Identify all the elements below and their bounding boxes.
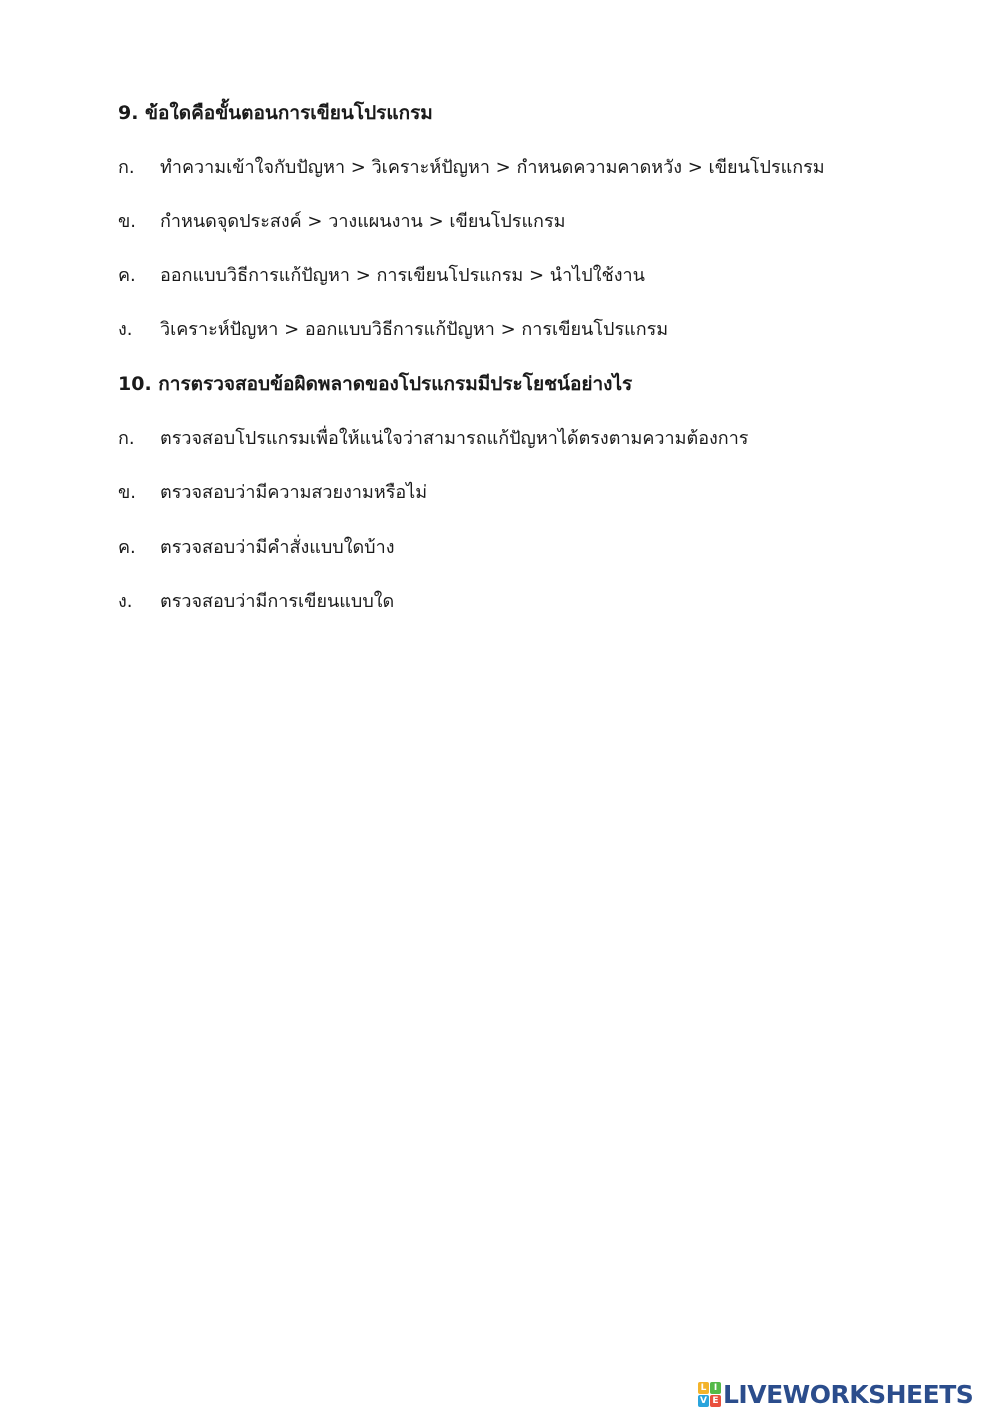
question-9-option-a[interactable] [118, 154, 825, 182]
logo-mark-icon [698, 1382, 721, 1407]
logo-mark-letter: I [710, 1382, 721, 1394]
logo-mark-letter: E [710, 1395, 721, 1407]
question-9-option-c[interactable] [118, 262, 645, 290]
option-letter: ข. [118, 482, 137, 503]
logo-text: LIVEWORKSHEETS [723, 1379, 974, 1409]
question-9-option-d[interactable] [118, 316, 668, 344]
logo-mark-letter: V [698, 1395, 709, 1407]
option-text: ตรวจสอบว่ามีการเขียนแบบใด [160, 591, 395, 612]
liveworksheets-logo [698, 1379, 973, 1409]
option-text: ตรวจสอบว่ามีความสวยงามหรือไม่ [160, 482, 428, 503]
option-letter: ง. [118, 319, 133, 340]
option-letter: ก. [118, 157, 135, 178]
option-text: ตรวจสอบโปรแกรมเพื่อให้แน่ใจว่าสามารถแก้ปัญหาได้ตรงตามความต้องการ [160, 428, 749, 449]
option-letter: ก. [118, 428, 135, 449]
option-letter: ค. [118, 265, 136, 286]
question-10-option-a[interactable] [118, 425, 748, 453]
question-10-option-c[interactable] [118, 534, 395, 562]
option-text: ออกแบบวิธีการแก้ปัญหา > การเขียนโปรแกรม > นำไปใช้งาน [160, 265, 645, 286]
question-10-title: 10. การตรวจสอบข้อผิดพลาดของโปรแกรมมีประโยชน์อย่างไร [118, 373, 633, 395]
question-9-title: 9. ข้อใดคือขั้นตอนการเขียนโปรแกรม [118, 102, 433, 124]
option-text: ตรวจสอบว่ามีคำสั่งแบบใดบ้าง [160, 537, 395, 558]
option-text: กำหนดจุดประสงค์ > วางแผนงาน > เขียนโปรแกรม [160, 211, 566, 232]
option-letter: ค. [118, 537, 136, 558]
question-10-option-b[interactable] [118, 479, 427, 507]
option-text: วิเคราะห์ปัญหา > ออกแบบวิธีการแก้ปัญหา > การเขียนโปรแกรม [160, 319, 669, 340]
option-letter: ง. [118, 591, 133, 612]
question-9-option-b[interactable] [118, 208, 566, 236]
logo-mark-letter: L [698, 1382, 709, 1394]
option-text: ทำความเข้าใจกับปัญหา > วิเคราะห์ปัญหา > กำหนดความคาดหวัง > เขียนโปรแกรม [160, 157, 825, 178]
question-10-option-d[interactable] [118, 588, 394, 616]
option-letter: ข. [118, 211, 137, 232]
